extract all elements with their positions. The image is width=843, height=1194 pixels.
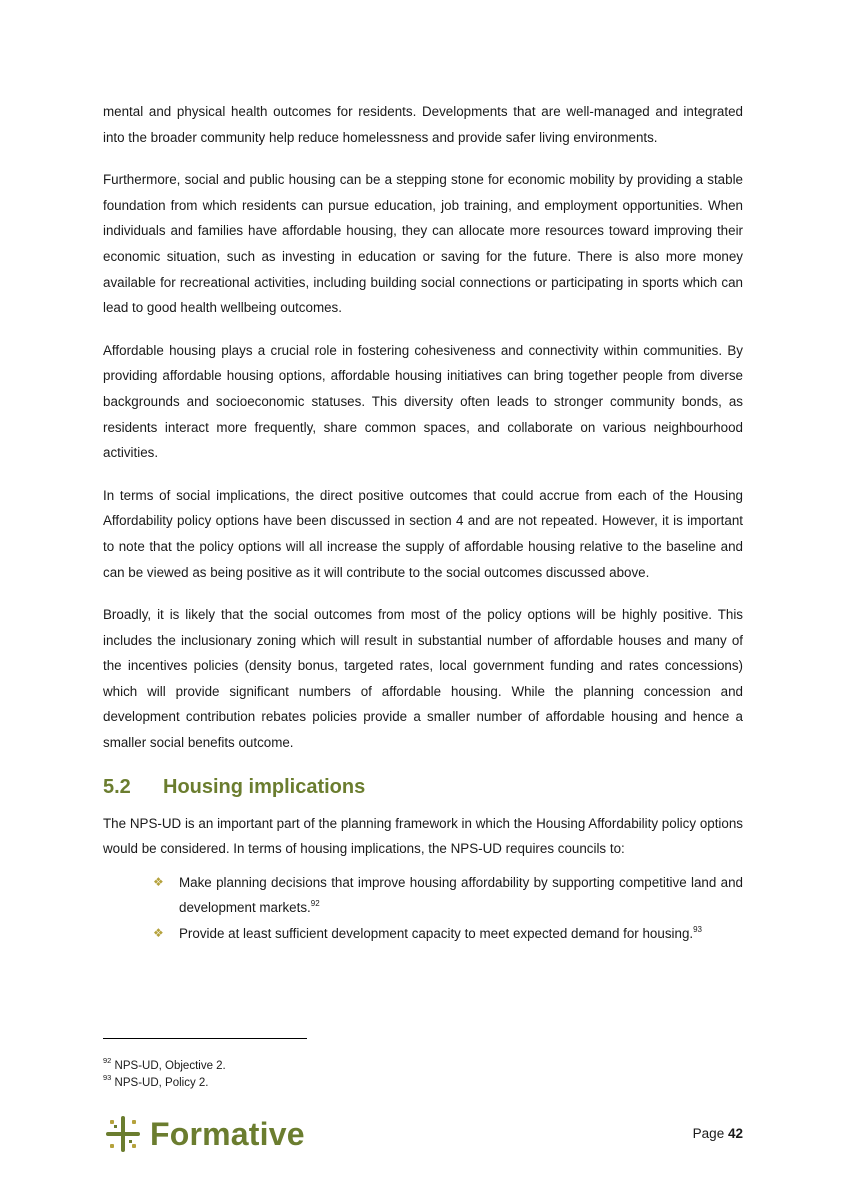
page-label: Page (692, 1126, 725, 1141)
footnote-text: NPS-UD, Objective 2. (114, 1060, 226, 1072)
paragraph: Broadly, it is likely that the social outcomes from most of the policy options will be highly positive. This includes the inclusionary zoning which will result in substantial number of affordable houses and many of the incentives policies (density bonus, targeted rates, local government funding and rates concessions) which will provide significant numbers of affordable housing. While the planning concession and development contribution rebates policies provide a smaller number of affordable housing and hence a smaller social benefits outcome. (103, 607, 743, 751)
bullet-content (179, 921, 743, 947)
footnote-ref[interactable]: 92 (310, 898, 320, 908)
formative-logo-icon (104, 1114, 142, 1154)
bullet-text: Make planning decisions that improve housing affordability by supporting competitive land and development markets. (179, 874, 743, 916)
section-intro: The NPS-UD is an important part of the planning framework in which the Housing Affordability policy options would be considered. In terms of housing implications, the NPS-UD requires councils to: (103, 815, 743, 857)
formative-logo (104, 1114, 305, 1154)
bullet-content (179, 870, 743, 921)
list-item (153, 921, 743, 947)
section-title: Housing implications (163, 775, 366, 798)
list-item (153, 870, 743, 921)
page-body (103, 99, 743, 947)
footnote (103, 1075, 226, 1092)
footnote-separator (103, 1038, 307, 1039)
paragraph: In terms of social implications, the direct positive outcomes that could accrue from each of the Housing Affordability policy options have been discussed in section 4 and are not repeated. However, it is important to note that the policy options will all increase the supply of affordable housing relative to the baseline and can be viewed as being positive as it will contribute to the social outcomes discussed above. (103, 487, 743, 580)
paragraph: Furthermore, social and public housing can be a stepping stone for economic mobility by providing a stable foundation from which residents can pursue education, job training, and employment opportunities. When individuals and families have affordable housing, they can allocate more resources toward improving their economic situation, such as investing in education or saving for the future. There is also more money available for recreational activities, including building social connections or participating in sports which can lead to good health wellbeing outcomes. (103, 172, 743, 316)
four-diamond-bullet-icon: ❖ (153, 926, 164, 941)
footnote-number: 93 (103, 1073, 112, 1083)
footnote-number: 92 (103, 1056, 112, 1066)
footnote-ref[interactable]: 93 (693, 924, 703, 934)
logo-text: Formative (150, 1115, 305, 1152)
paragraph: mental and physical health outcomes for residents. Developments that are well-managed and integrated into the broader community help reduce homelessness and provide safer living environments. (103, 104, 743, 145)
section-number: 5.2 (103, 775, 131, 798)
footnote (103, 1058, 226, 1075)
bullet-list (103, 870, 743, 947)
bullet-text: Provide at least sufficient development capacity to meet expected demand for housing. (179, 926, 694, 942)
four-diamond-bullet-icon: ❖ (153, 874, 164, 889)
section-heading (103, 776, 743, 799)
page-number-value: 42 (727, 1126, 743, 1141)
footnote-text: NPS-UD, Policy 2. (114, 1077, 209, 1089)
paragraph: Affordable housing plays a crucial role in fostering cohesiveness and connectivity within communities. By providing affordable housing options, affordable housing initiatives can bring together people from diverse backgrounds and socioeconomic statuses. This diversity often leads to stronger community bonds, as residents interact more frequently, share common spaces, and collaborate on various neighbourhood activities. (103, 342, 743, 461)
page-number (693, 1126, 743, 1141)
footnotes (103, 1058, 226, 1092)
